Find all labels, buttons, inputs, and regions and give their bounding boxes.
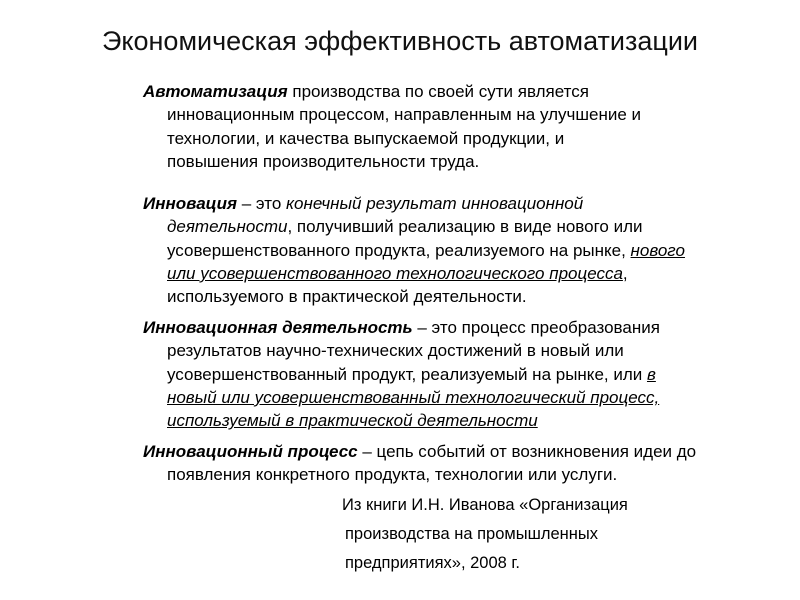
text-span: производства по своей сути является	[287, 82, 589, 101]
page-title: Экономическая эффективность автоматизации	[101, 26, 699, 56]
definition-line	[143, 215, 793, 238]
text-span: ,	[622, 263, 628, 283]
definition-line	[143, 239, 793, 262]
definition-line: используемого в практической деятельности.	[167, 287, 527, 307]
definition-innovation-process	[143, 440, 793, 487]
underlined-span: или усовершенствованного технологического процесса	[167, 263, 623, 283]
italic-span: деятельности	[167, 217, 288, 237]
definition-line	[143, 363, 793, 386]
underlined-span: в	[646, 364, 656, 384]
term-automation: Автоматизация	[143, 82, 288, 101]
underlined-span: новый или усовершенствованный технологический процесс,	[167, 387, 660, 407]
definition-innovation-activity	[143, 316, 793, 432]
definition-line: повышения производительности труда.	[167, 151, 480, 171]
text-span: , получивший реализацию в виде нового или	[287, 217, 643, 237]
source-citation	[342, 491, 782, 578]
text-span: – цепь событий от возникновения идеи до	[357, 442, 697, 461]
term-innovation-process: Инновационный процесс	[143, 442, 358, 461]
definition-automation	[143, 80, 793, 173]
definition-line: технологии, и качества выпускаемой продукции, и	[167, 128, 565, 148]
definition-line	[143, 262, 793, 285]
definition-line	[143, 409, 793, 432]
term-innovation-activity: Инновационная деятельность	[143, 318, 413, 337]
term-innovation: Инновация	[143, 194, 238, 213]
source-line: Из книги И.Н. Иванова «Организация	[342, 496, 628, 514]
underlined-span: используемый в практической деятельности	[167, 411, 538, 431]
definition-line	[143, 192, 793, 215]
definition-innovation	[143, 192, 793, 308]
italic-span: конечный результат инновационной	[286, 194, 584, 213]
text-span: – это процесс преобразования	[412, 318, 660, 337]
text-span: усовершенствованного продукта, реализуемого на рынке,	[167, 240, 631, 260]
definition-line: инновационным процессом, направленным на улучшение и	[167, 105, 642, 125]
definition-line	[143, 386, 793, 409]
underlined-span: нового	[630, 240, 685, 260]
definition-line: появления конкретного продукта, технологии или услуги.	[167, 465, 618, 485]
definition-line	[143, 80, 793, 103]
definition-line	[143, 316, 793, 339]
source-line: производства на промышленных	[345, 525, 598, 543]
definition-line: результатов научно-технических достижений в новый или	[167, 341, 624, 361]
definition-line	[143, 440, 793, 463]
source-line: предприятиях», 2008 г.	[345, 554, 520, 572]
text-span: усовершенствованный продукт, реализуемый на рынке, или	[167, 364, 647, 384]
text-span: – это	[237, 194, 287, 213]
